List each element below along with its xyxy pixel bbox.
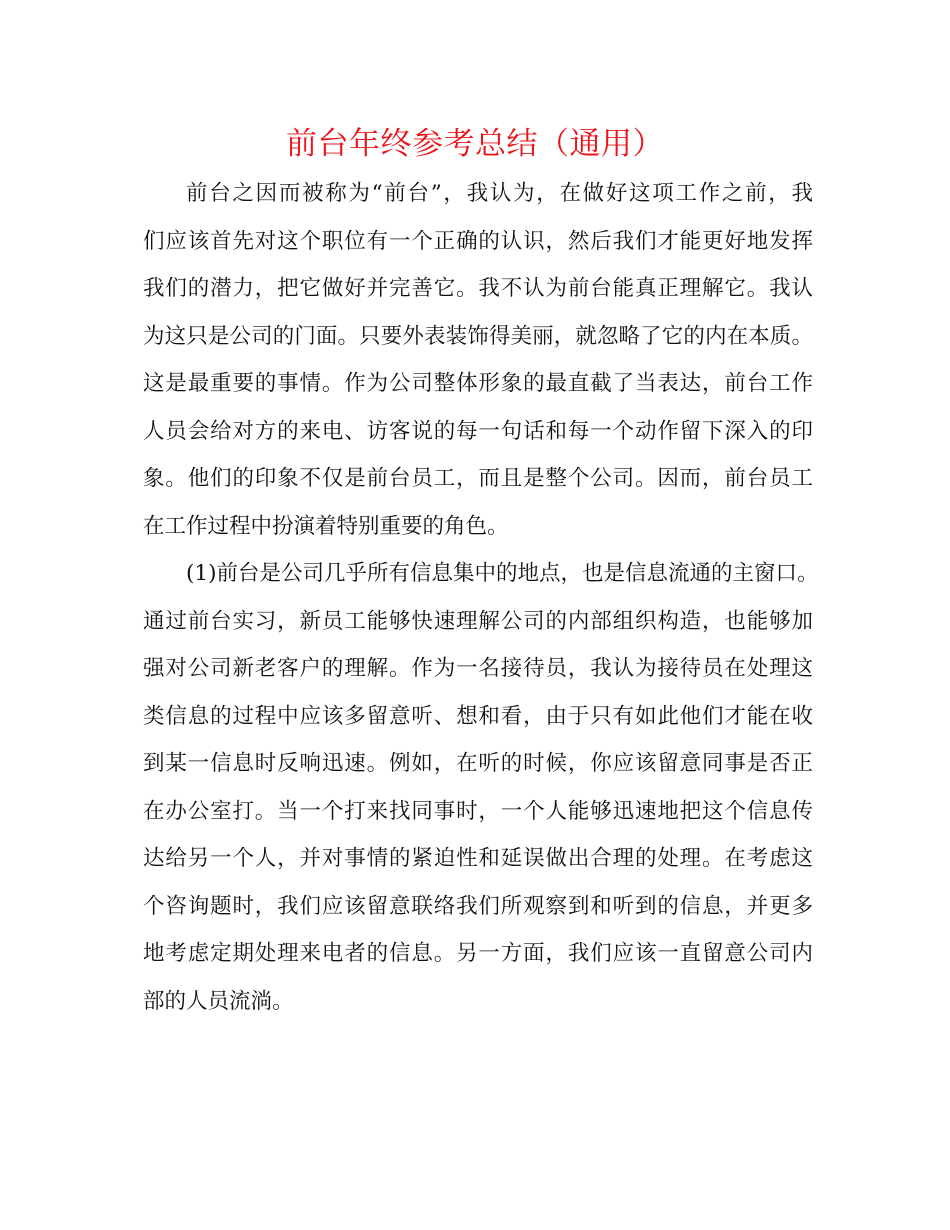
text-line: 前台之因而被称为“前台”，我认为，在做好这项工作之前，我 xyxy=(186,181,813,206)
text-line: 们应该首先对这个职位有一个正确的认识，然后我们才能更好地发挥 xyxy=(143,228,813,254)
text-line: 在办公室打。当一个打来找同事时，一个人能够迅速地把这个信息传 xyxy=(143,798,813,824)
paragraph-2 xyxy=(143,550,819,1025)
text-line: 部的人员流淌。 xyxy=(143,988,294,1014)
text-line: 到某一信息时反响迅速。例如，在听的时候，你应该留意同事是否正 xyxy=(143,751,813,776)
text-line: 我们的潜力，把它做好并完善它。我不认为前台能真正理解它。我认 xyxy=(143,276,813,301)
text-line: 象。他们的印象不仅是前台员工，而且是整个公司。因而，前台员工 xyxy=(143,466,813,491)
text-line: 这是最重要的事情。作为公司整体形象的最直截了当表达，前台工作 xyxy=(143,371,813,396)
text-line: 达给另一个人，并对事情的紧迫性和延误做出合理的处理。在考虑这 xyxy=(143,846,813,871)
text-line: 在工作过程中扮演着特别重要的角色。 xyxy=(143,513,509,539)
text-line: 为这只是公司的门面。只要外表装饰得美丽，就忽略了它的内在本质。 xyxy=(143,323,813,349)
text-line: 类信息的过程中应该多留意听、想和看，由于只有如此他们才能在收 xyxy=(143,703,813,729)
document-title: 前台年终参考总结（通用） xyxy=(286,126,664,162)
document-body xyxy=(143,170,819,1025)
text-line: 强对公司新老客户的理解。作为一名接待员，我认为接待员在处理这 xyxy=(143,656,813,681)
text-line: 通过前台实习，新员工能够快速理解公司的内部组织构造，也能够加 xyxy=(143,608,813,634)
text-line: (1)前台是公司几乎所有信息集中的地点，也是信息流通的主窗口。 xyxy=(186,561,819,586)
paragraph-1 xyxy=(143,170,813,550)
text-line: 人员会给对方的来电、访客说的每一句话和每一个动作留下深入的印 xyxy=(143,418,813,444)
text-line: 地考虑定期处理来电者的信息。另一方面，我们应该一直留意公司内 xyxy=(143,941,813,966)
text-line: 个咨询题时，我们应该留意联络我们所观察到和听到的信息，并更多 xyxy=(143,893,813,919)
